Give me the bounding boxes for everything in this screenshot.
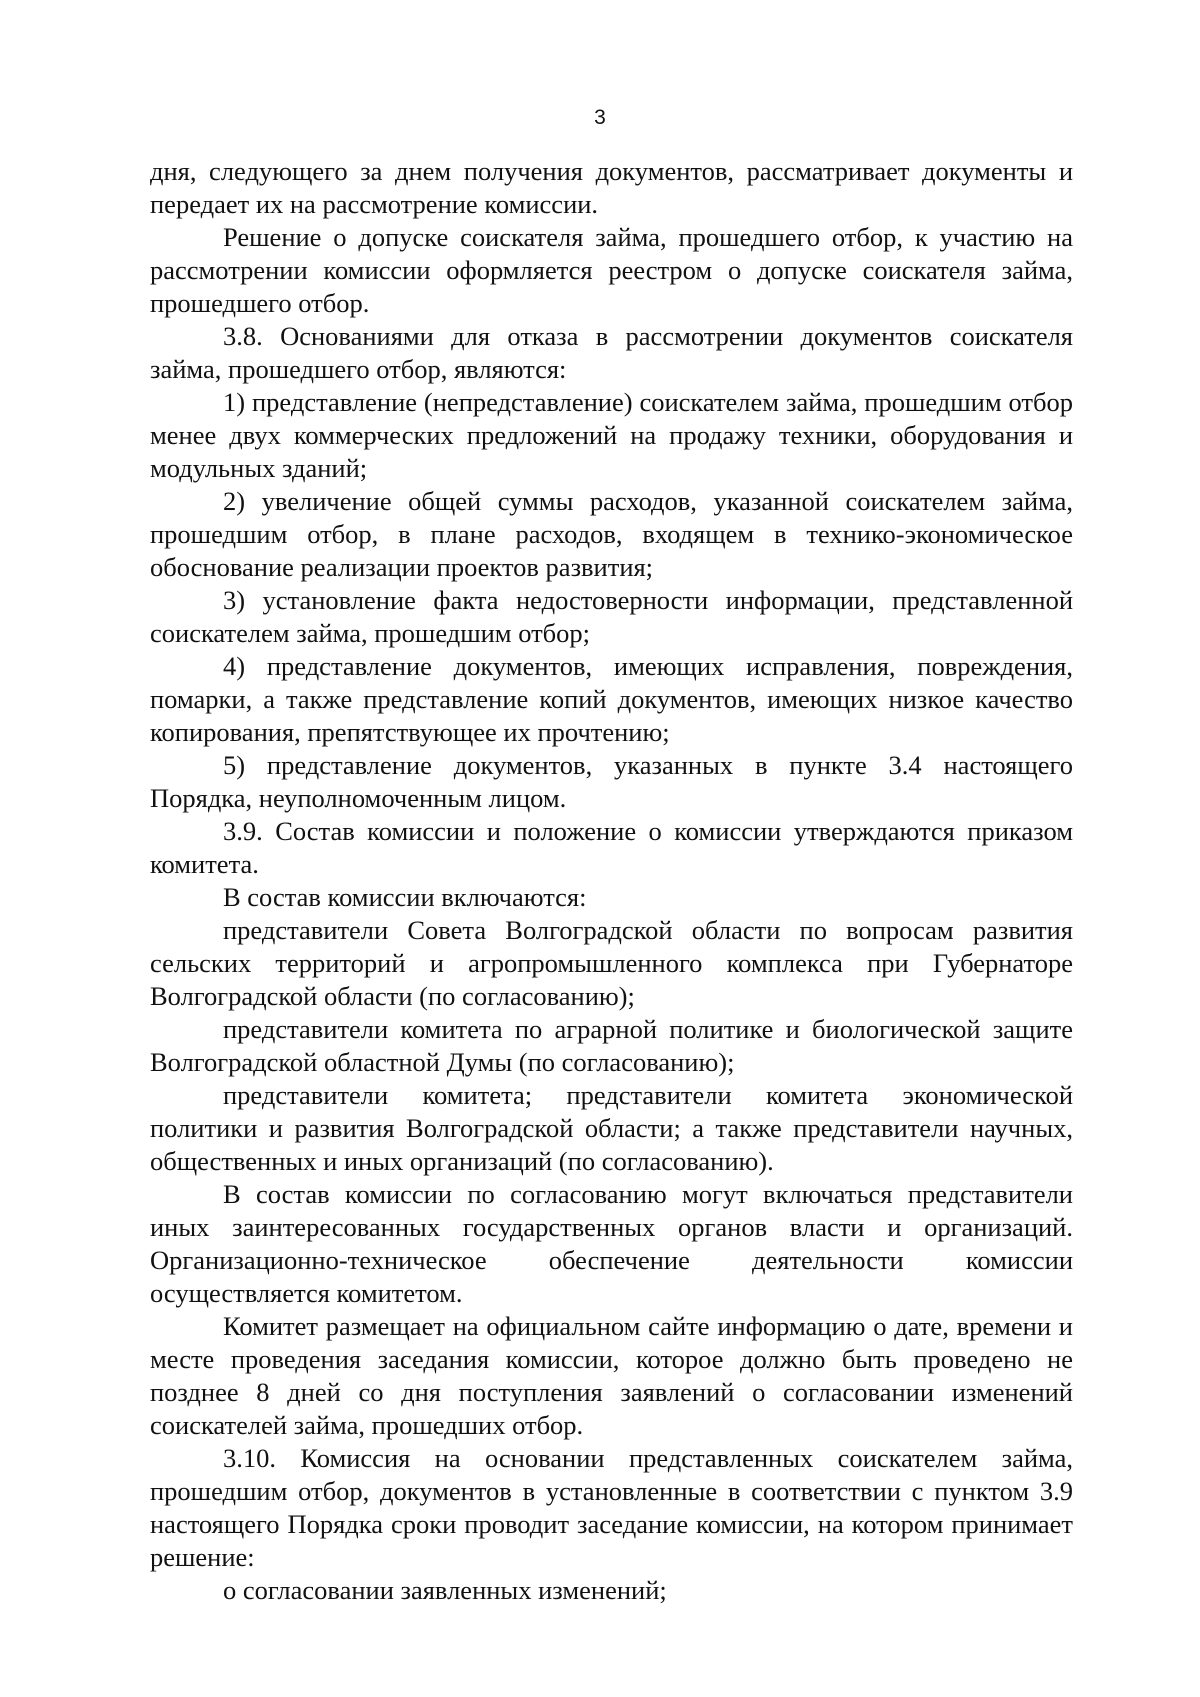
- paragraph: 3.10. Комиссия на основании представленных соискателем займа, прошедшим отбор, документов в установленные в соответствии с пунктом 3.9 настоящего Порядка сроки проводит заседание комиссии, на котором принимает решение:: [150, 1443, 1073, 1572]
- paragraph: В состав комиссии по согласованию могут включаться представители иных заинтересованных государственных органов власти и организаций. Организационно-техническое обеспечение деятельности комиссии осуществляется комитетом.: [150, 1179, 1073, 1308]
- paragraph: представители комитета; представители комитета экономической политики и развития Волгоградской области; а также представители научных, общественных и иных организаций (по согласованию).: [150, 1080, 1073, 1176]
- paragraph: 2) увеличение общей суммы расходов, указанной соискателем займа, прошедшим отбор, в плане расходов, входящем в технико-экономическое обоснование реализации проектов развития;: [150, 486, 1073, 582]
- paragraph: 3.8. Основаниями для отказа в рассмотрении документов соискателя займа, прошедшего отбор, являются:: [150, 321, 1073, 384]
- paragraph: о согласовании заявленных изменений;: [223, 1575, 667, 1605]
- document-body: [150, 155, 1073, 1607]
- paragraph: Комитет размещает на официальном сайте информацию о дате, времени и месте проведения заседания комиссии, которое должно быть проведено не позднее 8 дней со дня поступления заявлений о согласовании изменений соискателей займа, прошедших отбор.: [150, 1311, 1073, 1440]
- paragraph: 3.9. Состав комиссии и положение о комиссии утверждаются приказом комитета.: [150, 816, 1073, 879]
- page-number: 3: [594, 106, 606, 129]
- paragraph: дня, следующего за днем получения документов, рассматривает документы и передает их на рассмотрение комиссии.: [150, 156, 1073, 219]
- paragraph: Решение о допуске соискателя займа, прошедшего отбор, к участию на рассмотрении комиссии оформляется реестром о допуске соискателя займа, прошедшего отбор.: [150, 222, 1073, 318]
- paragraph: представители комитета по аграрной политике и биологической защите Волгоградской областной Думы (по согласованию);: [150, 1014, 1073, 1077]
- paragraph: представители Совета Волгоградской области по вопросам развития сельских территорий и агропромышленного комплекса при Губернаторе Волгоградской области (по согласованию);: [150, 915, 1073, 1011]
- paragraph: 3) установление факта недостоверности информации, представленной соискателем займа, прошедшим отбор;: [150, 585, 1073, 648]
- paragraph: В состав комиссии включаются:: [223, 882, 587, 912]
- paragraph: 4) представление документов, имеющих исправления, повреждения, помарки, а также представление копий документов, имеющих низкое качество копирования, препятствующее их прочтению;: [150, 651, 1073, 747]
- paragraph: 1) представление (непредставление) соискателем займа, прошедшим отбор менее двух коммерческих предложений на продажу техники, оборудования и модульных зданий;: [150, 387, 1073, 483]
- paragraph: 5) представление документов, указанных в пункте 3.4 настоящего Порядка, неуполномоченным лицом.: [150, 750, 1073, 813]
